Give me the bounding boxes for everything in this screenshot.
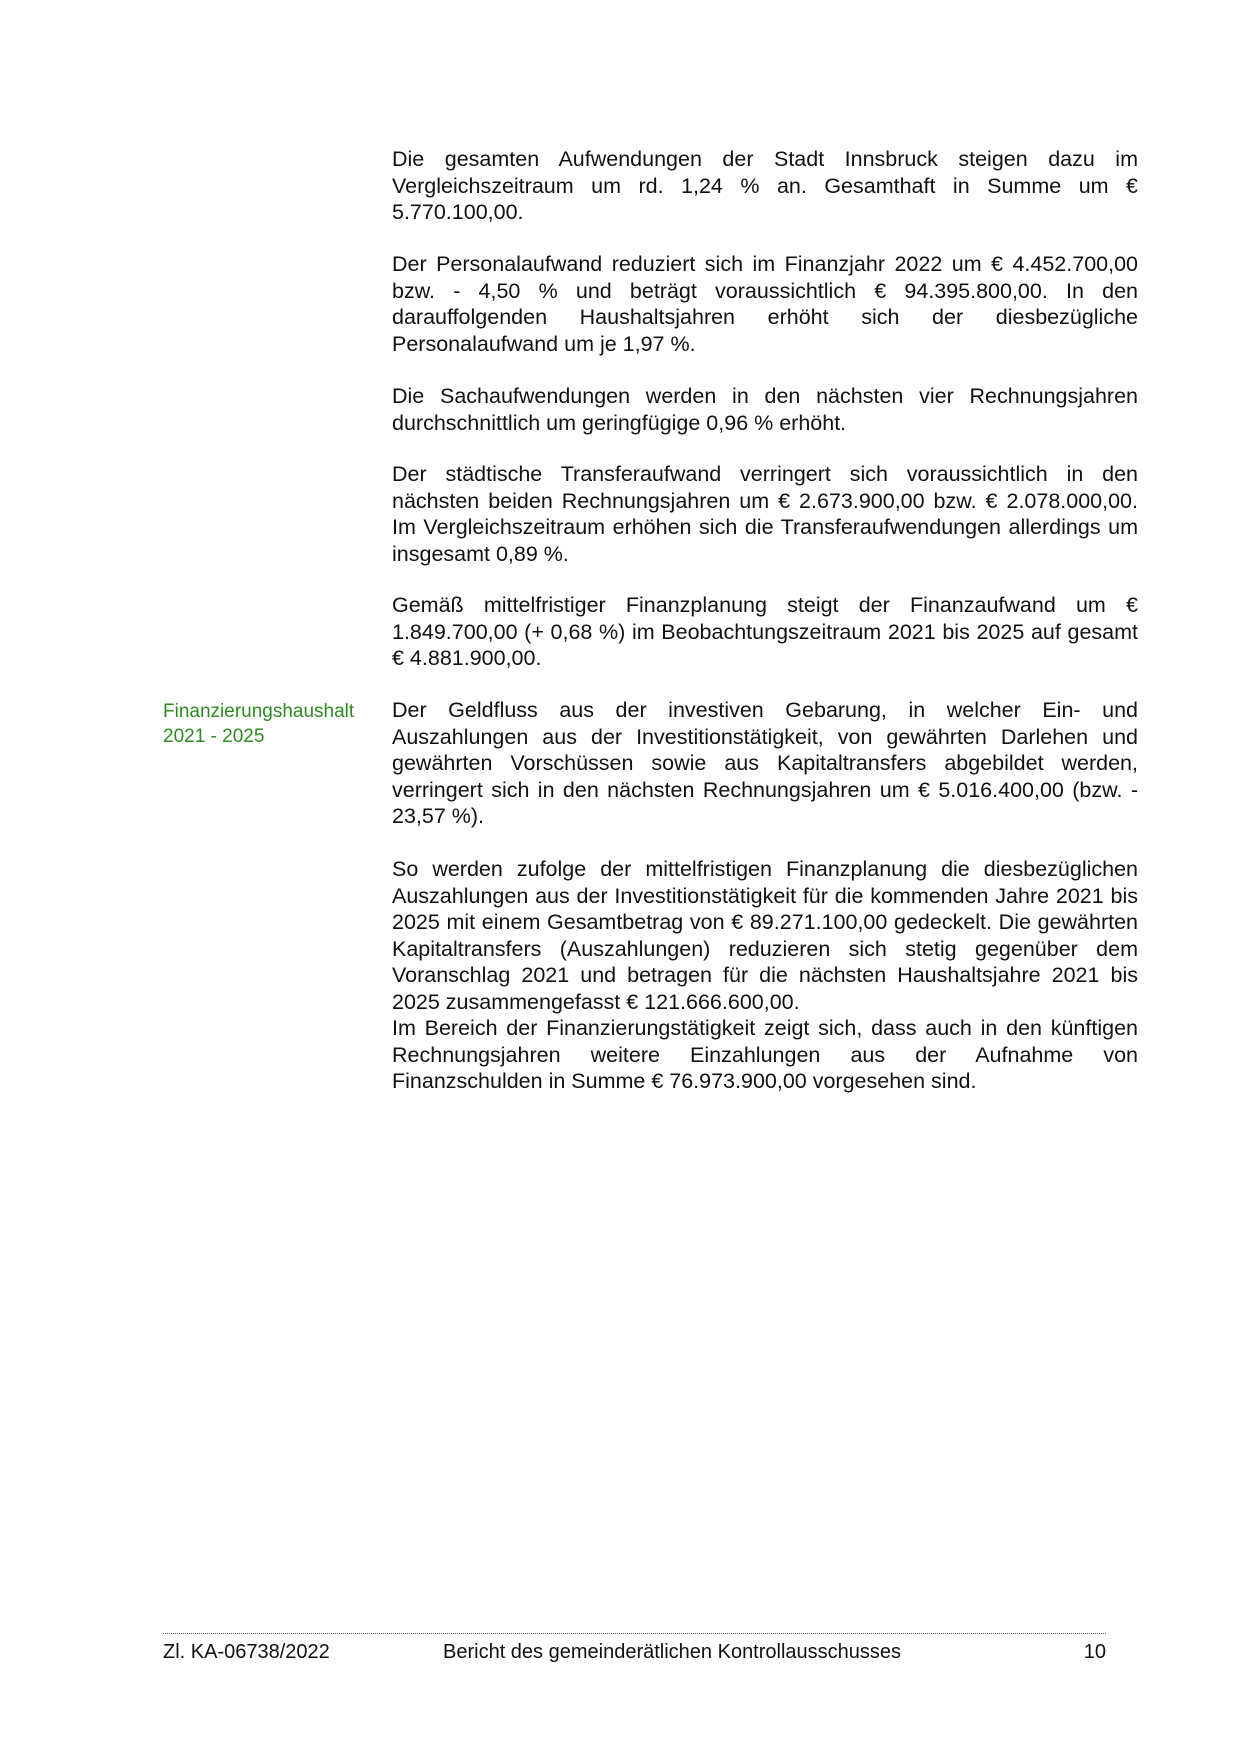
footer-title: Bericht des gemeinderätlichen Kontrollausschusses [443,1641,902,1663]
paragraph-material-expenses [392,383,1138,436]
paragraph-text: Die gesamten Aufwendungen der Stadt Innsbruck steigen dazu im Vergleichszeitraum um rd. 1,24 % an. Gesamthaft in Summe um € 5.770.100,00. [392,147,1138,224]
section-label-line: Finanzierungshaushalt [163,701,355,722]
paragraph-financial-expenses [392,592,1138,672]
paragraph-text: Der Geldfluss aus der investiven Gebarung, in welcher Ein- und Auszahlungen aus der Investitionstätigkeit, von gewährten Darlehen und gewährten Vorschüssen sowie aus Kapitaltransfers abgebildet werden, verringert sich in den nächsten Rechnungsjahren um € 5.016.400,00 (bzw. - 23,57 %). [392,698,1138,828]
paragraph-text: So werden zufolge der mittelfristigen Finanzplanung die diesbezüglichen Auszahlungen aus der Investitionstätigkeit für die kommenden Jahre 2021 bis 2025 mit einem Gesamtbetrag von € 89.271.100,00 gedeckelt. Die gewährten Kapitaltransfers (Auszahlungen) reduzieren sich stetig gegenüber dem Voranschlag 2021 und betragen für die nächsten Haushaltsjahre 2021 bis 2025 zusammengefasst € 121.666.600,00. [392,857,1138,1014]
paragraph-text: Gemäß mittelfristiger Finanzplanung steigt der Finanzaufwand um € 1.849.700,00 (+ 0,68 %) im Beobachtungszeitraum 2021 bis 2025 auf gesamt € 4.881.900,00. [392,593,1138,670]
paragraph-total-expenses [392,146,1138,226]
paragraph-text: Im Bereich der Finanzierungstätigkeit zeigt sich, dass auch in den künftigen Rechnungsjahren weitere Einzahlungen aus der Aufnahme von Finanzschulden in Summe € 76.973.900,00 vorgesehen sind. [392,1016,1138,1093]
paragraph-transfer-expenses [392,461,1138,567]
page-number: 10 [1083,1641,1106,1663]
paragraph-text: Der städtische Transferaufwand verringert sich voraussichtlich in den nächsten beiden Rechnungsjahren um € 2.673.900,00 bzw. € 2.078.000,00. Im Vergleichszeitraum erhöhen sich die Transferaufwendungen allerdings um insgesamt 0,89 %. [392,462,1138,566]
paragraph-investment-payments [392,856,1138,1095]
paragraph-personnel-expenses [392,251,1138,357]
section-label-line: 2021 - 2025 [163,726,265,747]
footer-reference: Zl. KA-06738/2022 [163,1641,330,1663]
footer-divider [163,1633,1106,1634]
paragraph-text: Die Sachaufwendungen werden in den nächsten vier Rechnungsjahren durchschnittlich um geringfügige 0,96 % erhöht. [392,384,1138,435]
paragraph-text: Der Personalaufwand reduziert sich im Finanzjahr 2022 um € 4.452.700,00 bzw. - 4,50 % und beträgt voraussichtlich € 94.395.800,00. In den darauffolgenden Haushaltsjahren erhöht sich der diesbezügliche Personalaufwand um je 1,97 %. [392,252,1138,356]
page-footer [163,1639,1106,1665]
paragraph-investive-cashflow [392,697,1138,830]
section-label-financing-budget [163,699,378,749]
